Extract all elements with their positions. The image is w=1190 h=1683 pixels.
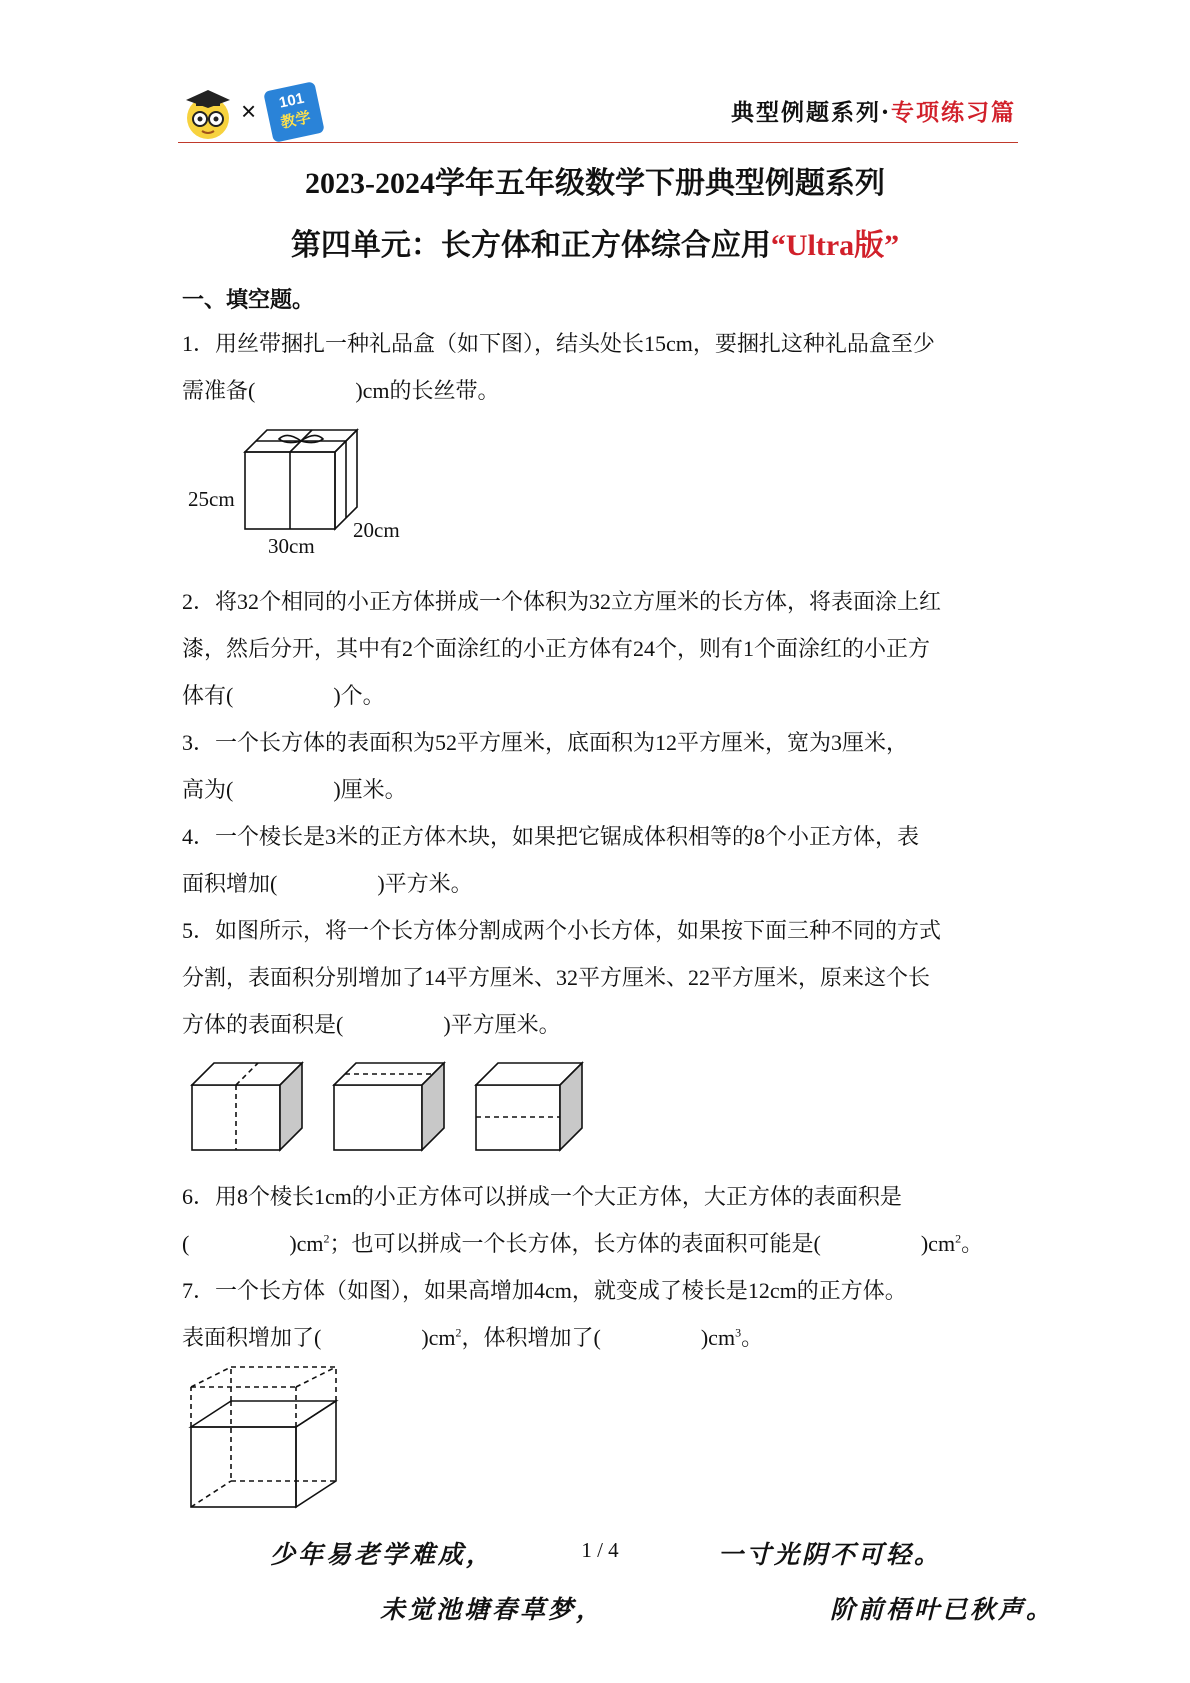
q7-unit1: )cm [421,1325,456,1350]
q1-line2-pre: 需准备( [182,378,256,403]
question-4 [182,813,1018,907]
q6-open: ( [182,1231,190,1256]
poem-line-2: 一寸光阴不可轻。 [718,1540,943,1569]
q6-unit2: )cm [920,1231,956,1256]
q3-line1: 3．一个长方体的表面积为52平方厘米，底面积为12平方厘米，宽为3厘米， [182,730,909,755]
label-length: 30cm [268,534,315,558]
q6-sup1: 2 [323,1231,330,1246]
q5-line3 [182,1001,1018,1048]
question-3 [182,719,1018,813]
page-number: 1 / 4 [581,1538,619,1562]
q5-line2: 分割，表面积分别增加了14平方厘米、32平方厘米、22平方厘米，原来这个长 [182,965,931,990]
doc-subtitle-main: 第四单元：长方体和正方体综合应用 [290,229,771,262]
q6-line2 [182,1220,1018,1267]
q1-line2 [182,367,1018,414]
logo-avatar [182,86,234,140]
q7-unit2: )cm [700,1325,736,1350]
graduate-owl-icon [182,86,234,140]
series-brand-main: 典型例题系列· [730,99,891,126]
q5-line3-pre: 方体的表面积是( [182,1012,344,1037]
q5-line1: 5．如图所示，将一个长方体分割成两个小长方体，如果按下面三种不同的方式 [182,918,942,943]
q6-sup2: 2 [955,1231,962,1246]
section-heading: 一、填空题。 [182,287,315,312]
q7-line1: 7．一个长方体（如图），如果高增加4cm，就变成了棱长是12cm的正方体。 [182,1278,907,1303]
series-brand [676,94,1016,127]
q7-mid: ，体积增加了( [461,1325,601,1350]
q4-line1: 4．一个棱长是3米的正方体木块，如果把它锯成体积相等的8个小正方体，表 [182,824,920,849]
q6-mid: ；也可以拼成一个长方体，长方体的表面积可能是( [329,1231,821,1256]
q7-sup1: 2 [455,1325,462,1340]
doc-subtitle [0,220,1190,264]
logo-badge-line2: 教学 [279,108,313,132]
q7-sup2: 3 [735,1325,742,1340]
q2-line3 [182,672,1018,719]
q3-line2 [182,766,1018,813]
q2-line3-pre: 体有( [182,683,234,708]
poem-line-1: 少年易老学难成， [270,1540,495,1569]
q2-line3-post: )个。 [333,683,385,708]
question-2 [182,578,1018,719]
question-5 [182,907,1018,1048]
logo-badge-line1: 101 [277,89,306,112]
q5-line3-post: )平方厘米。 [443,1012,561,1037]
series-brand-highlight: 专项练习篇 [891,99,1016,126]
q6-end: 。 [961,1231,984,1256]
q6-line1: 6．用8个棱长1cm的小正方体可以拼成一个大正方体，大正方体的表面积是 [182,1184,902,1209]
poem-line-4: 阶前梧叶已秋声。 [830,1595,1055,1624]
logo-badge [263,81,325,143]
q2-line2: 漆，然后分开，其中有2个面涂红的小正方体有24个，则有1个面涂红的小正方 [182,636,931,661]
header-divider [178,142,1018,143]
q7-end: 。 [741,1325,764,1350]
question-6 [182,1173,1018,1267]
q3-line2-post: )厘米。 [333,777,407,802]
three-cuboids-figure [188,1055,598,1155]
times-sign: × [241,96,257,126]
label-width: 20cm [353,518,400,542]
q4-line2-post: )平方米。 [377,871,473,896]
q1-line2-post: )cm的长丝带。 [355,378,500,403]
question-1 [182,320,1018,414]
q4-line2-pre: 面积增加( [182,871,278,896]
poem-line-3: 未觉池塘春草梦， [380,1595,605,1624]
q7-pre: 表面积增加了( [182,1325,322,1350]
q4-line2 [182,860,1018,907]
doc-subtitle-highlight: “Ultra版” [770,229,900,262]
q3-line2-pre: 高为( [182,777,234,802]
label-height: 25cm [188,487,235,511]
q7-line2 [182,1314,1018,1361]
question-7 [182,1267,1018,1361]
doc-title: 2023-2024学年五年级数学下册典型例题系列 [305,167,885,200]
cuboid-extension-figure [186,1365,346,1515]
q6-unit1: )cm [289,1231,324,1256]
q2-line1: 2．将32个相同的小正方体拼成一个体积为32立方厘米的长方体，将表面涂上红 [182,589,942,614]
q1-line1: 1．用丝带捆扎一种礼品盒（如下图），结头处长15cm，要捆扎这种礼品盒至少 [182,331,935,356]
